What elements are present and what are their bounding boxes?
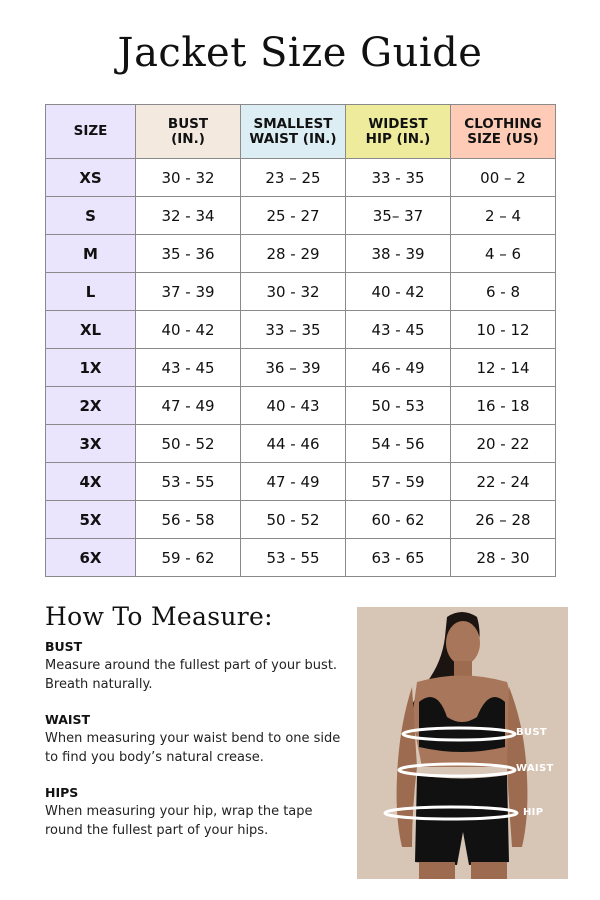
- bust-cell: 56 - 58: [136, 501, 241, 539]
- header-clothing-size: CLOTHING SIZE (US): [451, 105, 556, 159]
- table-row: [46, 539, 556, 577]
- bust-cell: 32 - 34: [136, 197, 241, 235]
- bust-cell: 43 - 45: [136, 349, 241, 387]
- table-row: [46, 311, 556, 349]
- clothing-size-cell: 12 - 14: [451, 349, 556, 387]
- size-cell: 1X: [46, 349, 136, 387]
- header-bust: BUST (IN.): [136, 105, 241, 159]
- hip-cell: 50 - 53: [346, 387, 451, 425]
- size-cell: XL: [46, 311, 136, 349]
- hip-cell: 40 - 42: [346, 273, 451, 311]
- clothing-size-cell: 28 - 30: [451, 539, 556, 577]
- size-cell: 5X: [46, 501, 136, 539]
- size-cell: 3X: [46, 425, 136, 463]
- size-cell: 4X: [46, 463, 136, 501]
- clothing-size-cell: 26 – 28: [451, 501, 556, 539]
- hip-cell: 57 - 59: [346, 463, 451, 501]
- size-cell: L: [46, 273, 136, 311]
- measure-hips-label: HIPS: [45, 785, 79, 800]
- table-row: [46, 159, 556, 197]
- hip-cell: 38 - 39: [346, 235, 451, 273]
- measure-bust-text: Measure around the fullest part of your bust. Breath naturally.: [45, 658, 338, 692]
- hip-cell: 60 - 62: [346, 501, 451, 539]
- waist-cell: 25 - 27: [241, 197, 346, 235]
- table-row: [46, 273, 556, 311]
- size-chart-table: [45, 104, 556, 577]
- header-hip: WIDEST HIP (IN.): [346, 105, 451, 159]
- waist-cell: 36 – 39: [241, 349, 346, 387]
- measure-bust-label: BUST: [45, 639, 83, 654]
- clothing-size-cell: 22 - 24: [451, 463, 556, 501]
- table-row: [46, 425, 556, 463]
- waist-cell: 53 - 55: [241, 539, 346, 577]
- bust-cell: 35 - 36: [136, 235, 241, 273]
- bust-cell: 37 - 39: [136, 273, 241, 311]
- header-size: SIZE: [46, 105, 136, 159]
- photo-label-hip: HIP: [523, 807, 544, 818]
- clothing-size-cell: 6 - 8: [451, 273, 556, 311]
- page-title: Jacket Size Guide: [117, 30, 483, 76]
- size-cell: XS: [46, 159, 136, 197]
- measure-waist: [45, 712, 345, 767]
- size-cell: 2X: [46, 387, 136, 425]
- bust-cell: 30 - 32: [136, 159, 241, 197]
- waist-cell: 23 – 25: [241, 159, 346, 197]
- hip-cell: 43 - 45: [346, 311, 451, 349]
- size-cell: M: [46, 235, 136, 273]
- bust-cell: 40 - 42: [136, 311, 241, 349]
- clothing-size-cell: 4 – 6: [451, 235, 556, 273]
- table-row: [46, 197, 556, 235]
- hip-cell: 63 - 65: [346, 539, 451, 577]
- hip-cell: 35– 37: [346, 197, 451, 235]
- photo-label-bust: BUST: [516, 727, 547, 738]
- how-to-measure-heading: How To Measure:: [45, 602, 273, 631]
- waist-cell: 44 - 46: [241, 425, 346, 463]
- clothing-size-cell: 20 - 22: [451, 425, 556, 463]
- waist-cell: 28 - 29: [241, 235, 346, 273]
- hip-cell: 46 - 49: [346, 349, 451, 387]
- table-header-row: [46, 105, 556, 159]
- hip-cell: 33 - 35: [346, 159, 451, 197]
- measure-bust: [45, 639, 345, 694]
- clothing-size-cell: 00 – 2: [451, 159, 556, 197]
- waist-cell: 50 - 52: [241, 501, 346, 539]
- clothing-size-cell: 2 – 4: [451, 197, 556, 235]
- waist-cell: 30 - 32: [241, 273, 346, 311]
- waist-cell: 47 - 49: [241, 463, 346, 501]
- model-figure-icon: [357, 607, 568, 879]
- size-cell: S: [46, 197, 136, 235]
- table-row: [46, 501, 556, 539]
- measure-waist-text: When measuring your waist bend to one side to find you body’s natural crease.: [45, 731, 341, 765]
- bust-cell: 50 - 52: [136, 425, 241, 463]
- clothing-size-cell: 10 - 12: [451, 311, 556, 349]
- table-row: [46, 387, 556, 425]
- clothing-size-cell: 16 - 18: [451, 387, 556, 425]
- measure-hips-text: When measuring your hip, wrap the tape round the fullest part of your hips.: [45, 804, 313, 838]
- bust-cell: 47 - 49: [136, 387, 241, 425]
- measure-hips: [45, 785, 345, 840]
- table-row: [46, 463, 556, 501]
- table-row: [46, 349, 556, 387]
- hip-cell: 54 - 56: [346, 425, 451, 463]
- waist-cell: 40 - 43: [241, 387, 346, 425]
- how-to-measure: [45, 602, 345, 858]
- model-photo: [357, 607, 568, 879]
- bust-cell: 53 - 55: [136, 463, 241, 501]
- header-waist: SMALLEST WAIST (IN.): [241, 105, 346, 159]
- measure-waist-label: WAIST: [45, 712, 91, 727]
- size-cell: 6X: [46, 539, 136, 577]
- waist-cell: 33 – 35: [241, 311, 346, 349]
- table-row: [46, 235, 556, 273]
- photo-label-waist: WAIST: [516, 763, 554, 774]
- bust-cell: 59 - 62: [136, 539, 241, 577]
